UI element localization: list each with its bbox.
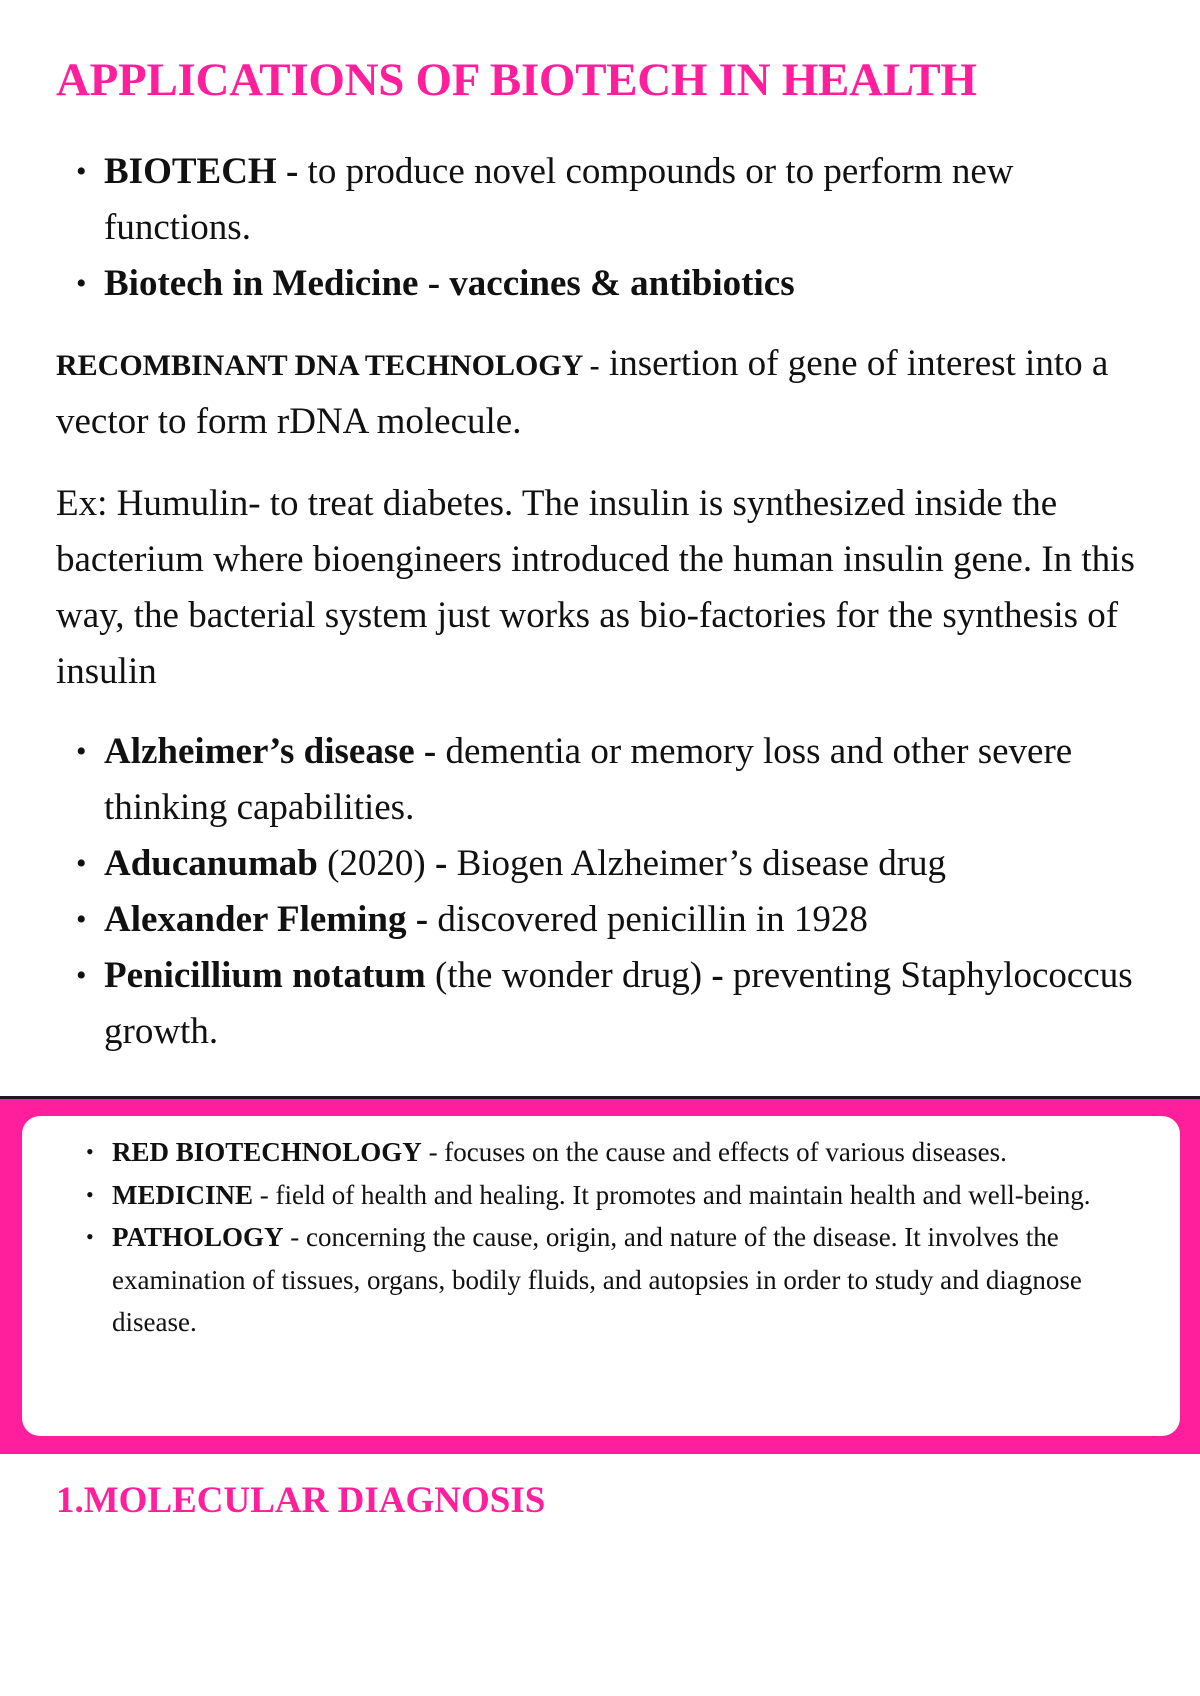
definition-medicine: - field of health and healing. It promotes and maintain health and well-being. — [253, 1179, 1091, 1210]
list-item-red-biotech — [84, 1131, 1164, 1174]
bullet-icon: • — [76, 155, 87, 188]
bullet-icon: • — [76, 267, 87, 300]
definition-pathology: - concerning the cause, origin, and nature of the disease. It involves the examination of tissues, organs, bodily fluids, and autopsies in order to study and diagnose disease. — [112, 1222, 1082, 1337]
term-rdna: RECOMBINANT DNA TECHNOLOGY - — [56, 349, 600, 382]
definition-alzheimers: dementia or memory loss and other severe thinking capabilities. — [104, 731, 1073, 828]
list-item-biotech-medicine — [56, 256, 1156, 312]
list-item-fleming — [56, 892, 1156, 948]
definition-biotech: to produce novel compounds or to perform new functions. — [104, 151, 1014, 248]
definition-rdna: insertion of gene of interest into a vector to form rDNA molecule. — [56, 343, 1109, 442]
bullet-icon: • — [86, 1224, 94, 1249]
intro-bullet-list — [56, 144, 1156, 312]
term-alzheimers: Alzheimer’s disease — [104, 731, 415, 772]
list-item-penicillium — [56, 948, 1156, 1060]
term-biotech: BIOTECH - — [104, 151, 299, 192]
bullet-icon: • — [86, 1181, 94, 1207]
bullet-icon: • — [76, 735, 87, 768]
list-item-pathology — [84, 1216, 1164, 1344]
term-fleming: Alexander Fleming — [104, 899, 407, 940]
term-biotech-medicine: Biotech in Medicine - vaccines & antibiotics — [104, 263, 795, 304]
definitions-list — [84, 1131, 1164, 1344]
term-dash: - — [414, 731, 437, 772]
disease-bullet-list — [56, 724, 1156, 1060]
term-penicillium: Penicillium notatum — [104, 955, 426, 996]
highlight-band — [0, 1096, 1200, 1454]
list-item-aducanumab — [56, 836, 1156, 892]
bullet-icon: • — [76, 847, 87, 880]
bullet-icon: • — [86, 1139, 94, 1164]
term-aducanumab: Aducanumab — [104, 843, 318, 884]
definition-red-biotech: - focuses on the cause and effects of various diseases. — [421, 1137, 1007, 1167]
section-heading: 1.MOLECULAR DIAGNOSIS — [56, 1480, 546, 1521]
term-pathology: PATHOLOGY — [112, 1222, 284, 1252]
list-item-alzheimers — [56, 724, 1156, 836]
list-item-medicine — [84, 1174, 1164, 1217]
rdna-paragraph — [56, 336, 1166, 450]
definitions-card — [22, 1116, 1180, 1436]
list-item-biotech — [56, 144, 1156, 256]
definition-penicillium: preventing Staphylococcus growth. — [104, 955, 1133, 1052]
definition-fleming: discovered penicillin in 1928 — [428, 899, 868, 940]
term-dash: - — [406, 899, 429, 940]
term-medicine: MEDICINE — [112, 1179, 254, 1210]
term-note: (the wonder drug) — [425, 955, 703, 996]
term-red-biotech: RED BIOTECHNOLOGY — [112, 1137, 422, 1167]
bullet-icon: • — [76, 959, 87, 992]
term-dash: - — [425, 843, 448, 884]
page-title: APPLICATIONS OF BIOTECH IN HEALTH — [56, 54, 977, 106]
term-dash: - — [702, 955, 724, 996]
term-note: (2020) — [317, 843, 426, 884]
bullet-icon: • — [76, 903, 87, 936]
definition-aducanumab: Biogen Alzheimer’s disease drug — [447, 843, 947, 884]
humulin-example-paragraph: Ex: Humulin- to treat diabetes. The insulin is synthesized inside the bacterium where bioengineers introduced the human insulin gene. In this way, the bacterial system just works as bio-factories for the synthesis of insulin — [56, 483, 1135, 692]
